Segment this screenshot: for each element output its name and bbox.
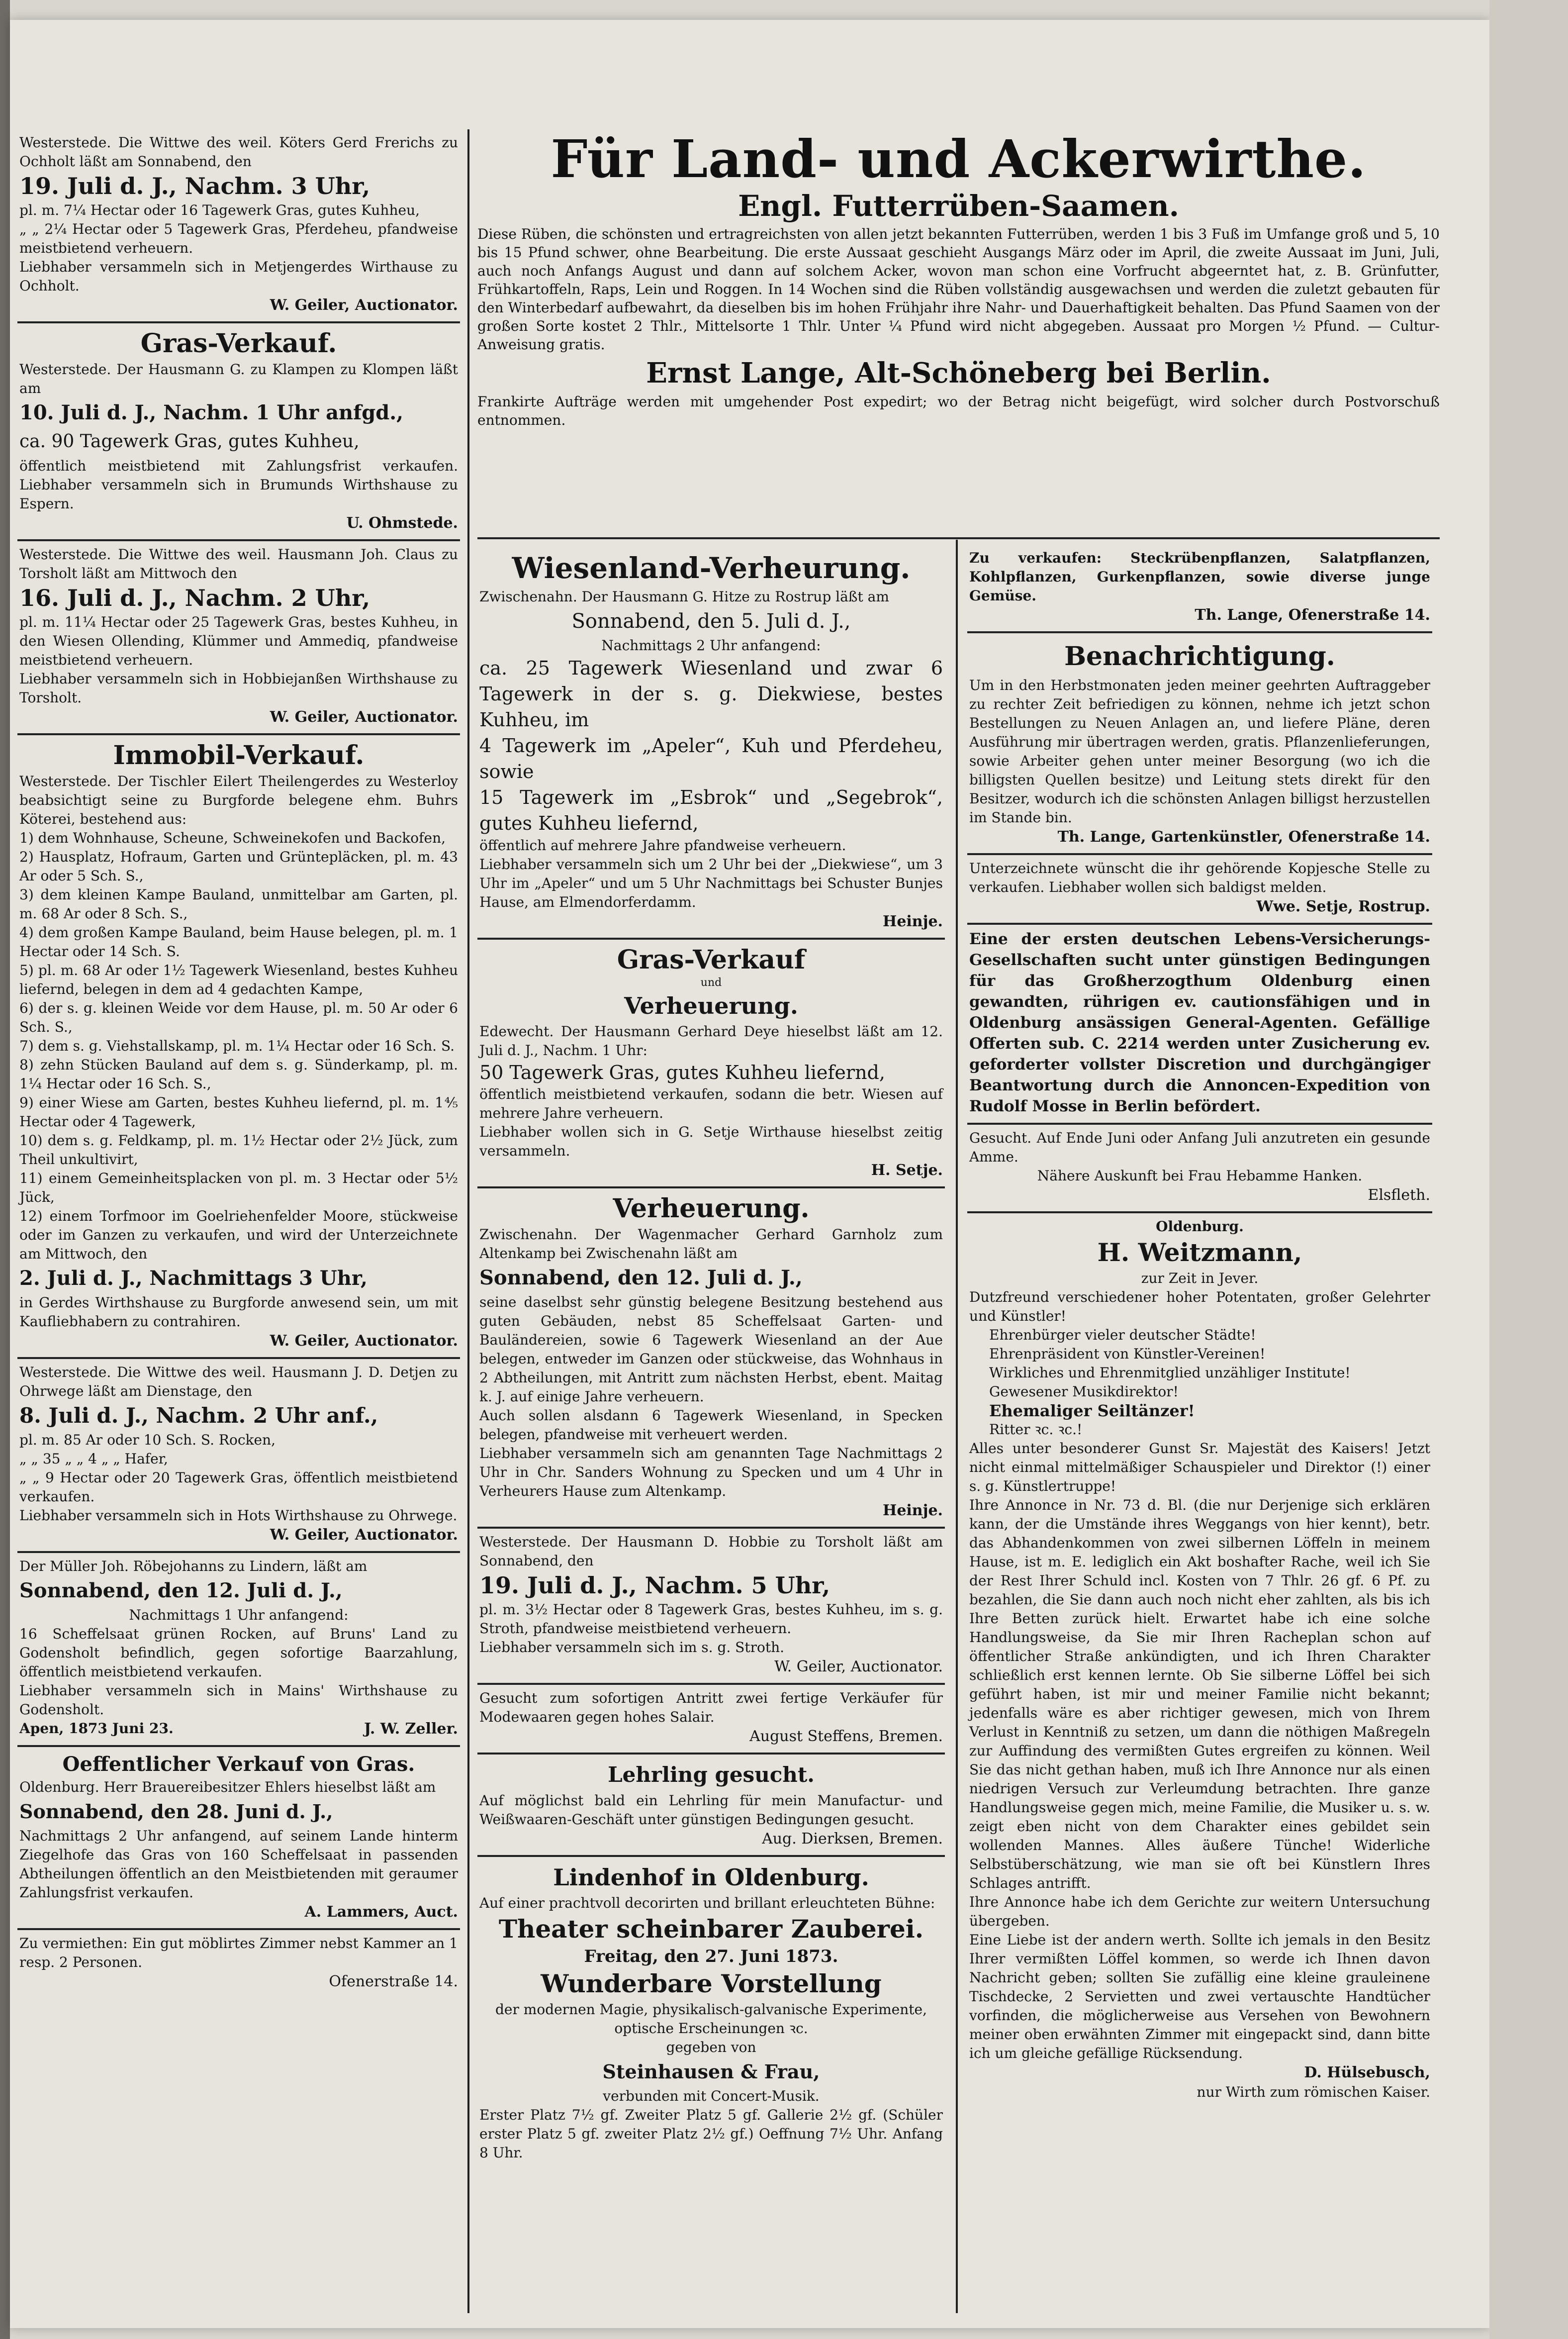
ad-text: seine daselbst sehr günstig belegene Besitzung bestehend aus guten Gebäuden, nebst 85 Scheffelsaat Garten- und Bauländereien, sowie 6 Tagewerk Wiesenland an der Aue belegen, entweder im Ganzen oder stückweise, das Wohnhaus in 2 Abtheilungen, mit Antritt zum nächsten Herbst, ebent. Maitag k. J. auf einige Jahre verheuern.: [479, 1294, 943, 1405]
ad-text: Dutzfreund verschiedener hoher Potentaten, großer Gelehrter und Künstler!: [969, 1289, 1430, 1324]
ad-text: in Gerdes Wirthshause zu Burgforde anwesend sein, um mit Kaufliebhabern zu contrahiren.: [19, 1294, 458, 1330]
masthead-subtitle: Engl. Futterrüben-Saamen.: [738, 189, 1179, 223]
masthead-footer: Frankirte Aufträge werden mit umgehender Post expedirt; wo der Betrag nicht beigefügt, wird solcher durch Postvorschuß entnommen.: [477, 393, 1440, 428]
list-item: 9) einer Wiese am Garten, bestes Kuhheu liefernd, pl. m. 1⅘ Hectar oder 4 Tagewerk,: [19, 1094, 458, 1130]
masthead: [477, 129, 1440, 429]
column-left: [17, 129, 460, 1998]
ad-signature: W. Geiler, Auctionator.: [270, 296, 458, 314]
ad-text: Eine Liebe ist der andern werth. Sollte ich jemals in den Besitz Ihrer vermißten Löffel kommen, so werde ich Ihnen davon Nachricht geben; sollten Sie zufällig eine kleine grauleinene Tischdecke, 2 Servietten und zwei vertauschte Handtücher vorfinden, die möglicherweise aus Versehen von Bewohnern meiner oben erwähnten Zimmer mit eingepackt sind, dann bitte ich um gleiche gefällige Rücksendung.: [969, 1932, 1430, 2061]
ad-versicherung: [967, 925, 1432, 1125]
ad-text: Erster Platz 7½ gf. Zweiter Platz 5 gf. Gallerie 2½ gf. (Schüler erster Platz 5 gf. zweiter Platz 2½ gf.) Oeffnung 7½ Uhr. Anfang 8 Uhr.: [479, 2107, 943, 2161]
ad-torsholt: [17, 541, 460, 735]
ad-title: Verheuerung.: [613, 1193, 810, 1224]
ad-text: „ „ 35 „ „ 4 „ „ Hafer,: [19, 1451, 168, 1467]
list-item: 6) der s. g. kleinen Weide vor dem Hause, pl. m. 50 Ar oder 6 Sch. S.,: [19, 1000, 458, 1035]
ad-date: 8. Juli d. J., Nachm. 2 Uhr anf.,: [19, 1403, 378, 1428]
ad-text: 16 Scheffelsaat grünen Rocken, auf Bruns' Land zu Godensholt befindlich, gegen sofortige Baarzahlung, öffentlich meistbietend verkaufen.: [19, 1626, 458, 1680]
ad-place: Oldenburg.: [1156, 1218, 1244, 1235]
ad-text: Auch sollen alsdann 6 Tagewerk Wiesenland, in Specken belegen, pfandweise mit verheuert werden.: [479, 1407, 943, 1443]
ad-signature: Elsfleth.: [1368, 1186, 1430, 1204]
ad-text: gegeben von: [666, 2039, 756, 2055]
property-list: [19, 829, 458, 1264]
ad-gras-verkauf-deye: [477, 940, 945, 1188]
column-middle: [477, 545, 945, 2168]
ad-text: Auf einer prachtvoll decorirten und brillant erleuchteten Bühne:: [479, 1895, 935, 1911]
ad-text: Alles unter besonderer Gunst Sr. Majestät des Kaisers! Jetzt nicht einmal mittelmäßiger Schauspieler und Direktor (!) einer s. g. Künstlertruppe!: [969, 1440, 1430, 1494]
ad-signature: W. Geiler, Auctionator.: [270, 1332, 458, 1350]
ad-date: 10. Juli d. J., Nachm. 1 Uhr anfgd.,: [19, 401, 404, 424]
ad-benachrichtigung: [967, 633, 1432, 855]
ad-text: Westerstede. Der Hausmann D. Hobbie zu Torsholt läßt am Sonnabend, den: [479, 1534, 943, 1569]
ad-text: Zwischenahn. Der Wagenmacher Gerhard Garnholz zum Altenkamp bei Zwischenahn läßt am: [479, 1226, 943, 1262]
show-title: Theater scheinbarer Zauberei.: [498, 1914, 924, 1944]
list-item: 2) Hausplatz, Hofraum, Garten und Grüntepläcken, pl. m. 43 Ar oder 5 Sch. S.,: [19, 849, 458, 884]
column-rule-right: [956, 540, 958, 2313]
ad-text: pl. m. 3½ Hectar oder 8 Tagewerk Gras, bestes Kuhheu, im s. g. Stroth, pfandweise meistbietend verheuern.: [479, 1601, 943, 1637]
ad-signature: W. Geiler, Auctionator.: [270, 1526, 458, 1544]
ad-footer: [19, 1719, 458, 1739]
ad-signature: Aug. Dierksen, Bremen.: [762, 1830, 943, 1848]
masthead-title: Für Land- und Ackerwirthe.: [551, 128, 1367, 190]
performer-name: Steinhausen & Frau,: [602, 2060, 820, 2083]
ad-text: pl. m. 85 Ar oder 10 Sch. S. Rocken,: [19, 1432, 276, 1448]
ad-ohrwege: [17, 1359, 460, 1553]
masthead-firm: Ernst Lange, Alt-Schöneberg bei Berlin.: [646, 357, 1271, 390]
ad-text: Liebhaber versammeln sich im s. g. Stroth.: [479, 1639, 785, 1656]
list-item: 10) dem s. g. Feldkamp, pl. m. 1½ Hectar oder 2½ Jück, zum Theil unkultivirt,: [19, 1132, 458, 1168]
ad-title: Gras-Verkauf: [617, 945, 806, 975]
ad-text: „ „ 9 Hectar oder 20 Tagewerk Gras, öffentlich meistbietend verkaufen.: [19, 1469, 458, 1505]
ad-text: Liebhaber versammeln sich in Hots Wirthshause zu Ohrwege.: [19, 1507, 458, 1524]
ad-text: Nähere Auskunft bei Frau Hebamme Hanken.: [1037, 1168, 1363, 1184]
ad-signature: Wwe. Setje, Rostrup.: [1256, 898, 1430, 915]
ad-title: Gras-Verkauf.: [140, 328, 337, 359]
ad-date: Sonnabend, den 5. Juli d. J.,: [571, 610, 851, 633]
ad-text: öffentlich meistbietend verkaufen, sodann die betr. Wiesen auf mehrere Jahre verheuern.: [479, 1086, 943, 1121]
list-item: 12) einem Torfmoor im Goelriehenfelder Moore, stückweise oder im Ganzen zu verkaufen, und wird der Unterzeichnete am Mittwoch, den: [19, 1208, 458, 1262]
ad-text: Westerstede. Der Tischler Eilert Theilengerdes zu Westerloy beabsichtigt seine zu Burgforde belegene ehm. Buhrs Köterei, bestehend aus:: [19, 773, 458, 827]
ad-text: der modernen Magie, physikalisch-galvanische Experimente, optische Erscheinungen ꝛc.: [495, 2001, 927, 2037]
ad-text: Ehemaliger Seiltänzer!: [989, 1401, 1195, 1420]
ad-lehrling-gesucht: [477, 1754, 945, 1857]
ad-text: öffentlich auf mehrere Jahre pfandweise verheuern.: [479, 837, 846, 854]
list-item: 4) dem großen Kampe Bauland, beim Hause belegen, pl. m. 1 Hectar oder 14 Sch. S.: [19, 924, 458, 960]
ad-title: Verheuerung.: [624, 992, 798, 1019]
list-item: 8) zehn Stücken Bauland auf dem s. g. Sünderkamp, pl. m. 1¼ Hectar oder 16 Sch. S.,: [19, 1057, 458, 1092]
ad-date: Sonnabend, den 12. Juli d. J.,: [19, 1579, 343, 1602]
ad-text: Zu vermiethen: Ein gut möblirtes Zimmer nebst Kammer an 1 resp. 2 Personen.: [19, 1935, 458, 1970]
ad-title: Lehrling gesucht.: [608, 1762, 815, 1787]
ad-signature-sub: nur Wirth zum römischen Kaiser.: [1197, 2084, 1430, 2100]
ad-text: öffentlich meistbietend mit Zahlungsfrist verkaufen. Liebhaber versammeln sich in Brumunds Wirthshause zu Espern.: [19, 458, 458, 512]
ad-signature: Heinje.: [882, 913, 943, 930]
ad-text: ca. 25 Tagewerk Wiesenland und zwar 6 Tagewerk in der s. g. Diekwiese, bestes Kuhheu, im: [479, 657, 943, 731]
ad-ochholt: [17, 129, 460, 323]
list-item: 1) dem Wohnhause, Scheune, Schweinekofen und Backofen,: [19, 830, 446, 846]
ad-stelle-verkaufen: [967, 855, 1432, 925]
ad-text: 4 Tagewerk im „Apeler“, Kuh und Pferdeheu, sowie: [479, 735, 943, 782]
ad-signature: Th. Lange, Gartenkünstler, Ofenerstraße 14.: [1057, 828, 1430, 846]
ad-text: Liebhaber versammeln sich am genannten Tage Nachmittags 2 Uhr in Chr. Sanders Wohnung zu Specken und um 4 Uhr in Verheurers Hause zum Altenkamp.: [479, 1445, 943, 1499]
list-item: 5) pl. m. 68 Ar oder 1½ Tagewerk Wiesenland, bestes Kuhheu liefernd, belegen in dem ad 4 gedachten Kampe,: [19, 962, 458, 997]
ad-text: 15 Tagewerk im „Esbrok“ und „Segebrok“, gutes Kuhheu liefernd,: [479, 786, 943, 834]
ad-text: Um in den Herbstmonaten jeden meiner geehrten Auftraggeber zu rechter Zeit befriedigen zu können, nehme ich jetzt schon Bestellungen zu Neuen Anlagen an, und liefere Pläne, deren Ausführung mir übertragen werden, gratis. Pflanzenlieferungen, sowie Arbeiter gehen unter meiner Besorgung (wo ich die billigsten Quellen besitze) und Leitung stets direkt für den Besitzer, wodurch ich die schönsten Anlagen billigst herzustellen im Stande bin.: [969, 677, 1430, 826]
ad-date: Sonnabend, den 28. Juni d. J.,: [19, 1800, 333, 1823]
ad-text: Edewecht. Der Hausmann Gerhard Deye hieselbst läßt am 12. Juli d. J., Nachm. 1 Uhr:: [479, 1023, 943, 1059]
ad-text: Nachmittags 2 Uhr anfangend:: [601, 637, 821, 654]
ad-zu-vermiethen: [17, 1930, 460, 1998]
ad-godensholt: [17, 1553, 460, 1747]
ad-signature: August Steffens, Bremen.: [749, 1728, 943, 1745]
ad-text: Liebhaber versammeln sich in Mains' Wirthshause zu Godensholt.: [19, 1682, 458, 1718]
list-item: 7) dem s. g. Viehstallskamp, pl. m. 1¼ Hectar oder 16 Sch. S.: [19, 1038, 455, 1054]
column-rule-left: [467, 129, 469, 2313]
list-item: 3) dem kleinen Kampe Bauland, unmittelbar am Garten, pl. m. 68 Ar oder 8 Sch. S.,: [19, 886, 458, 922]
ad-text: pl. m. 11¼ Hectar oder 25 Tagewerk Gras, bestes Kuhheu, in den Wiesen Ollending, Klümmer und Ammediq, pfandweise meistbietend verheuern.: [19, 614, 458, 668]
ad-text: Der Müller Joh. Röbejohanns zu Lindern, läßt am: [19, 1558, 368, 1574]
ad-text: 50 Tagewerk Gras, gutes Kuhheu liefernd,: [479, 1062, 885, 1083]
masthead-rule: [477, 537, 1440, 539]
ad-text: Nachmittags 1 Uhr anfangend:: [129, 1607, 349, 1623]
ad-gras-verkauf-klampen: [17, 323, 460, 541]
ad-text: Oldenburg. Herr Brauereibesitzer Ehlers hieselbst läßt am: [19, 1779, 436, 1795]
ad-text: Liebhaber versammeln sich um 2 Uhr bei der „Diekwiese“, um 3 Uhr im „Apeler“ und um 5 Uhr Nachmittags bei Schuster Bunjes Hause, am Elmendorferdamm.: [479, 856, 943, 910]
ad-signature: U. Ohmstede.: [346, 514, 458, 532]
ad-hobbie-torsholt: [477, 1529, 945, 1685]
ad-signature: H. Setje.: [871, 1162, 943, 1179]
show-subtitle: Wunderbare Vorstellung: [541, 1969, 882, 1998]
ad-text: ca. 90 Tagewerk Gras, gutes Kuhheu,: [19, 431, 360, 452]
scan-margin-right: [1489, 0, 1568, 2339]
ad-signature: Th. Lange, Ofenerstraße 14.: [1195, 606, 1430, 624]
ad-signature: Ofenerstraße 14.: [329, 1973, 458, 1990]
ad-text: pl. m. 7¼ Hectar oder 16 Tagewerk Gras, gutes Kuhheu,: [19, 202, 420, 218]
ad-text: Zu verkaufen: Steckrübenpflanzen, Salatpflanzen, Kohlpflanzen, Gurkenpflanzen, sowie diverse junge Gemüse.: [969, 550, 1430, 604]
ad-title: Wiesenland-Verheurung.: [512, 551, 911, 585]
ad-date: 19. Juli d. J., Nachm. 5 Uhr,: [479, 1572, 830, 1599]
ad-text: Nachmittags 2 Uhr anfangend, auf seinem Lande hinterm Ziegelhofe das Gras von 160 Scheffelsaat in passenden Abtheilungen öffentlich an den Meistbietenden mit geraumer Zahlungsfrist verkaufen.: [19, 1828, 458, 1901]
ad-text: Auf möglichst bald ein Lehrling für mein Manufactur- und Weißwaaren-Geschäft unter günstigen Bedingungen gesucht.: [479, 1792, 943, 1828]
ad-amme-gesucht: [967, 1125, 1432, 1213]
ad-text: Ehrenpräsident von Künstler-Vereinen!: [989, 1346, 1266, 1362]
ad-text: „ „ 2¼ Hectar oder 5 Tagewerk Gras, Pferdeheu, pfandweise meistbietend verheuern.: [19, 221, 458, 256]
ad-text: Ihre Annonce habe ich dem Gerichte zur weitern Untersuchung übergeben.: [969, 1894, 1430, 1929]
ad-signature: W. Geiler, Auctionator.: [270, 708, 458, 726]
ad-date: 16. Juli d. J., Nachm. 2 Uhr,: [19, 585, 370, 611]
ad-text: Gesucht zum sofortigen Antritt zwei fertige Verkäufer für Modewaaren gegen hohes Salair.: [479, 1690, 943, 1725]
ad-text: verbunden mit Concert-Musik.: [603, 2088, 820, 2104]
ad-title: Benachrichtigung.: [1064, 641, 1335, 672]
masthead-body: Diese Rüben, die schönsten und ertragreichsten von allen jetzt bekannten Futterrüben, werden 1 bis 3 Fuß im Umfange groß und 5, 10 bis 15 Pfund schwer, ohne Bearbeitung. Die erste Aussaat geschieht Ausgangs März oder im April, die zweite Aussaat im Juni, Juli, auch noch Anfangs August und dann auf solchem Acker, wovon man schon eine Vorfrucht abgeerntet hat, z. B. Grünfutter, Frühkartoffeln, Raps, Lein und Roggen. In 14 Wochen sind die Rüben vollständig ausgewachsen und werden die zuletzt gebauten für den Winterbedarf aufbewahrt, da dieselben bis im hohen Frühjahr ihre Nahr- und Dauerhaftigkeit behalten. Das Pfund Saamen von der großen Sorte kostet 2 Thlr., Mittelsorte 1 Thlr. Unter ¼ Pfund wird nicht abgegeben. Aussaat pro Morgen ½ Pfund. — Cultur-Anweisung gratis.: [477, 226, 1440, 353]
ad-text: Unterzeichnete wünscht die ihr gehörende Kopjesche Stelle zu verkaufen. Liebhaber wollen sich baldigst melden.: [969, 860, 1430, 895]
ad-text: Eine der ersten deutschen Lebens-Versicherungs-Gesellschaften sucht unter günstigen Bedingungen für das Großherzogthum Oldenburg einen gewandten, rührigen ev. cautionsfähigen und in Oldenburg ansässigen General-Agenten. Gefällige Offerten sub. C. 2214 werden unter Zusicherung ev. geforderter vollster Discretion und durchgängiger Beantwortung durch die Annoncen-Expedition von Rudolf Mosse in Berlin befördert.: [969, 930, 1430, 1115]
ad-date: Freitag, den 27. Juni 1873.: [584, 1947, 838, 1966]
ad-text: Liebhaber versammeln sich in Hobbiejanßen Wirthshause zu Torsholt.: [19, 671, 458, 706]
ad-text: Liebhaber wollen sich in G. Setje Wirthause hieselbst zeitig versammeln.: [479, 1124, 943, 1159]
ad-text: Ehrenbürger vieler deutscher Städte!: [989, 1327, 1256, 1343]
ad-date: 2. Juli d. J., Nachmittags 3 Uhr,: [19, 1267, 368, 1290]
ad-signature: D. Hülsebusch,: [1304, 2064, 1430, 2081]
ad-oeffentlicher-verkauf: [17, 1747, 460, 1930]
ad-pflanzen: [967, 545, 1432, 633]
column-right: [967, 545, 1432, 2108]
ad-text: Zwischenahn. Der Hausmann G. Hitze zu Rostrup läßt am: [479, 588, 889, 605]
ad-title: Immobil-Verkauf.: [113, 740, 365, 771]
ad-text: Wirkliches und Ehrenmitglied unzähliger Institute!: [989, 1364, 1351, 1381]
ad-place: Apen, 1873 Juni 23.: [19, 1720, 174, 1737]
ad-text: Westerstede. Die Wittwe des weil. Hausmann J. D. Detjen zu Ohrwege läßt am Dienstage, den: [19, 1364, 458, 1399]
ad-text: Liebhaber versammeln sich in Metjengerdes Wirthause zu Ochholt.: [19, 259, 458, 294]
ad-date: 19. Juli d. J., Nachm. 3 Uhr,: [19, 173, 370, 199]
ad-signature: Heinje.: [882, 1502, 943, 1519]
ad-verheuerung-garnholz: [477, 1188, 945, 1529]
ad-text: Gewesener Musikdirektor!: [989, 1383, 1179, 1400]
ad-text: Westerstede. Die Wittwe des weil. Köters Gerd Frerichs zu Ochholt läßt am Sonnabend, den: [19, 134, 458, 170]
ad-text: und: [700, 976, 722, 989]
ad-text: Gesucht. Auf Ende Juni oder Anfang Juli anzutreten ein gesunde Amme.: [969, 1130, 1430, 1165]
ad-date: Sonnabend, den 12. Juli d. J.,: [479, 1266, 803, 1289]
ad-signature: A. Lammers, Auct.: [304, 1903, 458, 1921]
list-item: 11) einem Gemeinheitsplacken von pl. m. 3 Hectar oder 5½ Jück,: [19, 1170, 458, 1205]
ad-text: Ritter ꝛc. ꝛc.!: [989, 1421, 1083, 1438]
ad-signature: W. Geiler, Auctionator.: [774, 1658, 943, 1675]
ad-weitzmann: [967, 1213, 1432, 2108]
ad-title: H. Weitzmann,: [1097, 1238, 1302, 1267]
ad-text: Ihre Annonce in Nr. 73 d. Bl. (die nur Derjenige sich erklären kann, der die Umstände ihres Weggangs von hier kennt), betr. das Abhandenkommen von zwei silbernen Löffeln in meinem Hause, ist m. E. lediglich ein Akt boshafter Rache, weil ich Sie der Rest Ihrer Schuld incl. Kosten von 7 Thlr. 26 gf. 6 Pf. zu bezahlen, die Sie dann auch noch nicht eher zahlten, als bis ich Ihre Betten zurück hielt. Erwartet habe ich eine solche Handlungsweise, da Sie mir Ihren Racheplan schon auf öffentlicher Straße ankündigten, und ich Ihren Charakter schließlich erst kennen lernte. Ob Sie silberne Löffel bei sich geführt haben, ist mir und meiner Familie nicht bekannt; jedenfalls wäre es aber richtiger gewesen, mich von Ihrem Verlust in Kenntniß zu setzen, um dann die nöthigen Maßregeln zur Auffindung des vermißten Gutes ergreifen zu können. Weil Sie das nicht gethan haben, muß ich Ihre Annonce nur als einen niedrigen Versuch zur Verleumdung betrachten. Ihre ganze Handlungsweise gegen mich, meine Familie, die Musiker u. s. w. zeigt eben nicht von dem Charakter eines gebildet sein wollenden Mannes. Alles äußere Tünche! Widerliche Selbstüberschätzung, wie man sie oft bei Künstlern Ihres Schlages antrifft.: [969, 1497, 1430, 1891]
ad-signature: J. W. Zeller.: [364, 1720, 458, 1738]
ad-text: Westerstede. Die Wittwe des weil. Hausmann Joh. Claus zu Torsholt läßt am Mittwoch den: [19, 546, 458, 582]
ad-lindenhof: [477, 1857, 945, 2168]
ad-wiesenland-verheurung: [477, 545, 945, 940]
ad-text: zur Zeit in Jever.: [1141, 1270, 1259, 1286]
ad-verkaeufer-gesucht: [477, 1685, 945, 1754]
scan-edge-left: [0, 0, 10, 2339]
ad-text: Westerstede. Der Hausmann G. zu Klampen zu Klompen läßt am: [19, 361, 458, 396]
ad-title: Oeffentlicher Verkauf von Gras.: [62, 1753, 415, 1776]
ad-title: Lindenhof in Oldenburg.: [553, 1864, 869, 1891]
ad-immobil-verkauf: [17, 735, 460, 1359]
